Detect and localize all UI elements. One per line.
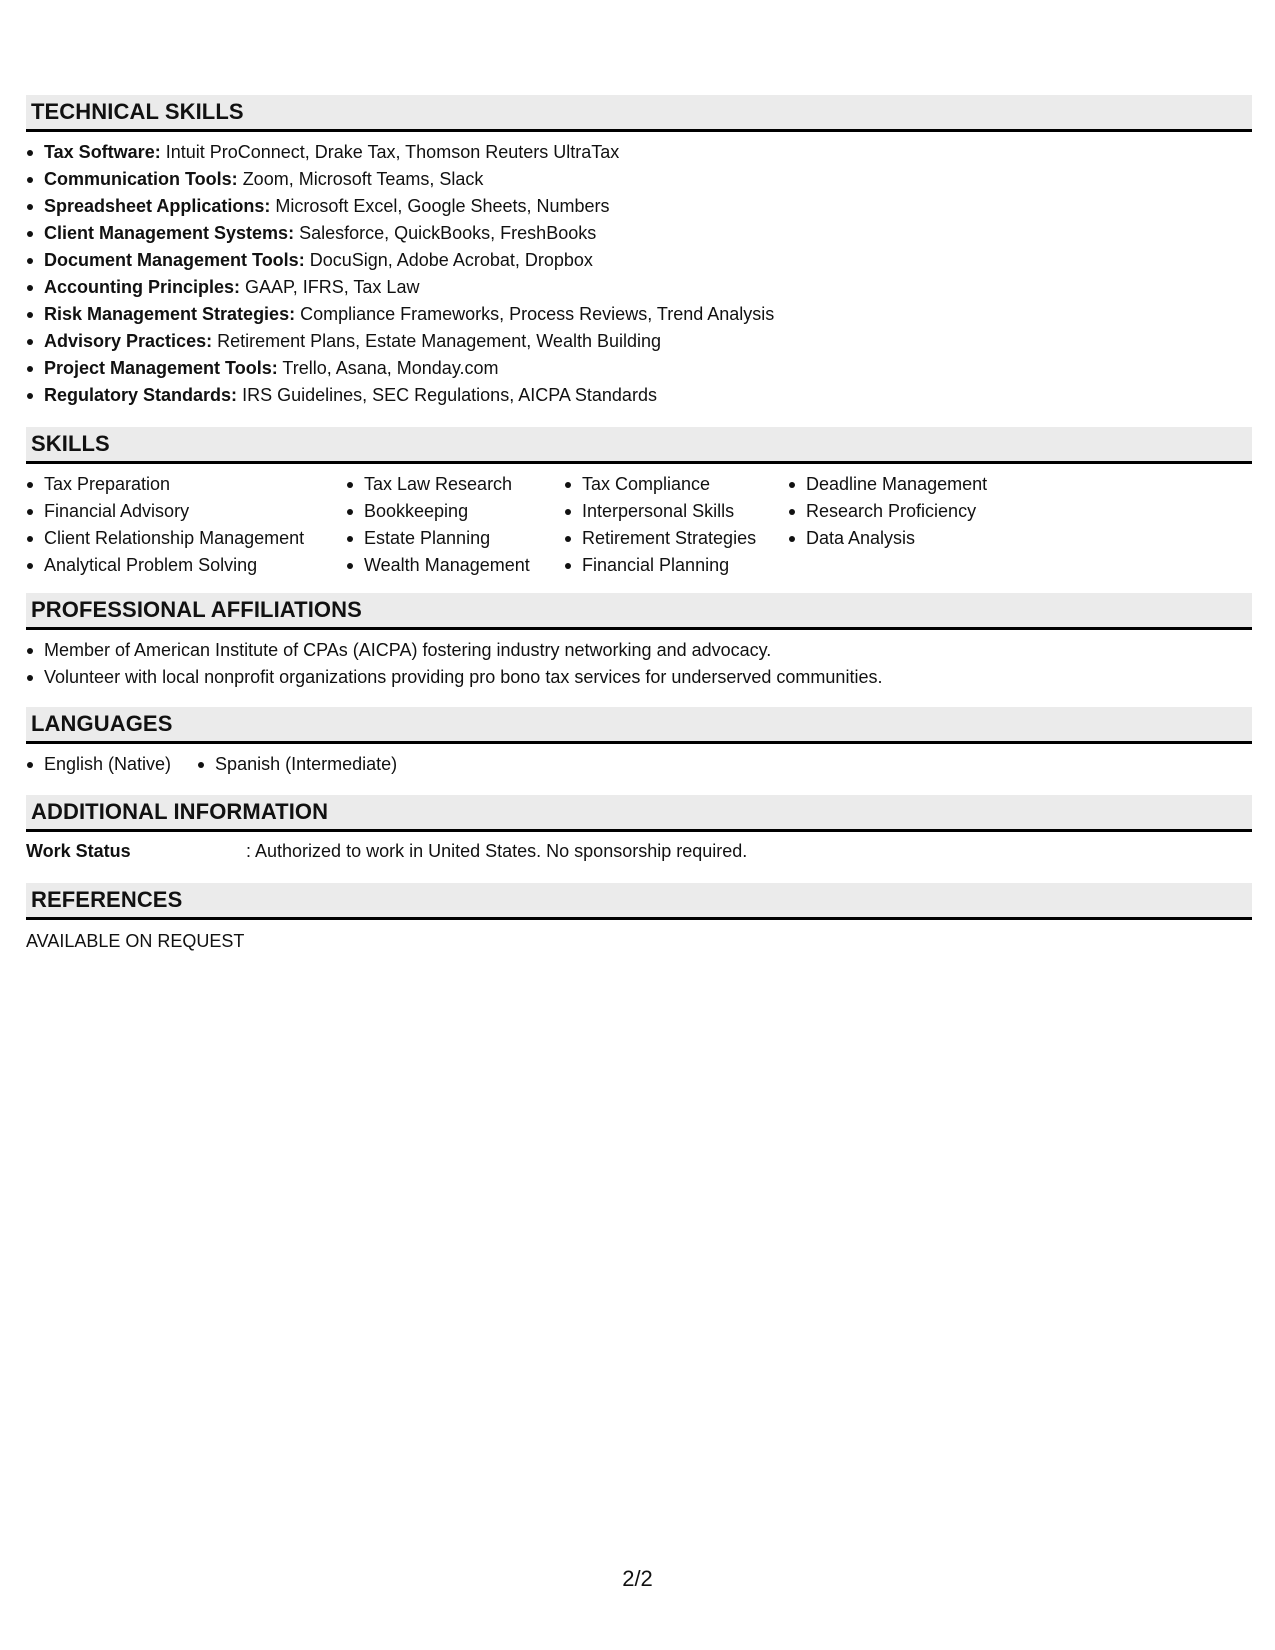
list-item: Tax Law Research [346,471,540,498]
item-value: Salesforce, QuickBooks, FreshBooks [299,223,597,243]
list-item: Wealth Management [346,552,540,579]
list-item [26,166,1252,193]
item-label: Client Management Systems: [44,223,295,243]
work-status-label: Work Status [26,841,131,861]
list-item [26,193,1252,220]
languages-list [26,744,1252,795]
list-item: Spanish (Intermediate) [197,751,397,778]
item-value: Intuit ProConnect, Drake Tax, Thomson Reuters UltraTax [165,142,620,162]
section-header-references: REFERENCES [26,883,1252,920]
item-value: Zoom, Microsoft Teams, Slack [242,169,484,189]
list-item [26,220,1252,247]
work-status-value: : Authorized to work in United States. No sponsorship required. [246,841,748,861]
item-label: Advisory Practices: [44,331,213,351]
section-header-additional-information: ADDITIONAL INFORMATION [26,795,1252,832]
list-item: Data Analysis [788,525,1008,552]
item-value: Microsoft Excel, Google Sheets, Numbers [275,196,610,216]
page-number: 2/2 [622,1566,653,1591]
list-item: Estate Planning [346,525,540,552]
item-label: Communication Tools: [44,169,238,189]
item-label: Spreadsheet Applications: [44,196,271,216]
section-header-languages: LANGUAGES [26,707,1252,744]
item-label: Accounting Principles: [44,277,241,297]
list-item: Bookkeeping [346,498,540,525]
resume-page-content [26,95,1252,955]
list-item: Member of American Institute of CPAs (AICPA) fostering industry networking and advocacy. [26,637,1252,664]
item-value: GAAP, IFRS, Tax Law [245,277,420,297]
list-item: Financial Planning [564,552,766,579]
list-item [26,274,1252,301]
item-label: Document Management Tools: [44,250,305,270]
list-item: Financial Advisory [26,498,322,525]
item-value: DocuSign, Adobe Acrobat, Dropbox [309,250,593,270]
item-label: Regulatory Standards: [44,385,238,405]
list-item: English (Native) [26,751,171,778]
skills-column [26,471,322,579]
list-item: Research Proficiency [788,498,1008,525]
list-item [26,355,1252,382]
skills-column [788,471,1008,579]
list-item: Analytical Problem Solving [26,552,322,579]
item-label: Risk Management Strategies: [44,304,296,324]
skills-column [346,471,540,579]
references-text: AVAILABLE ON REQUEST [26,931,245,951]
list-item: Deadline Management [788,471,1008,498]
list-item: Retirement Strategies [564,525,766,552]
list-item [26,139,1252,166]
list-item: Client Relationship Management [26,525,322,552]
affiliations-list [26,630,1252,707]
list-item [26,247,1252,274]
item-label: Tax Software: [44,142,161,162]
technical-skills-list [26,132,1252,427]
list-item: Tax Compliance [564,471,766,498]
item-value: IRS Guidelines, SEC Regulations, AICPA Standards [242,385,657,405]
item-label: Project Management Tools: [44,358,278,378]
skills-grid [26,464,1252,593]
item-value: Compliance Frameworks, Process Reviews, Trend Analysis [300,304,775,324]
list-item: Tax Preparation [26,471,322,498]
item-value: Retirement Plans, Estate Management, Wealth Building [217,331,662,351]
skills-column [564,471,766,579]
section-header-affiliations: PROFESSIONAL AFFILIATIONS [26,593,1252,630]
work-status-row [26,832,1252,883]
item-value: Trello, Asana, Monday.com [282,358,499,378]
list-item: Volunteer with local nonprofit organizations providing pro bono tax services for underserved communities. [26,664,1252,691]
section-header-technical-skills: TECHNICAL SKILLS [26,95,1252,132]
list-item [26,301,1252,328]
list-item [26,328,1252,355]
list-item [26,382,1252,409]
section-header-skills: SKILLS [26,427,1252,464]
list-item: Interpersonal Skills [564,498,766,525]
